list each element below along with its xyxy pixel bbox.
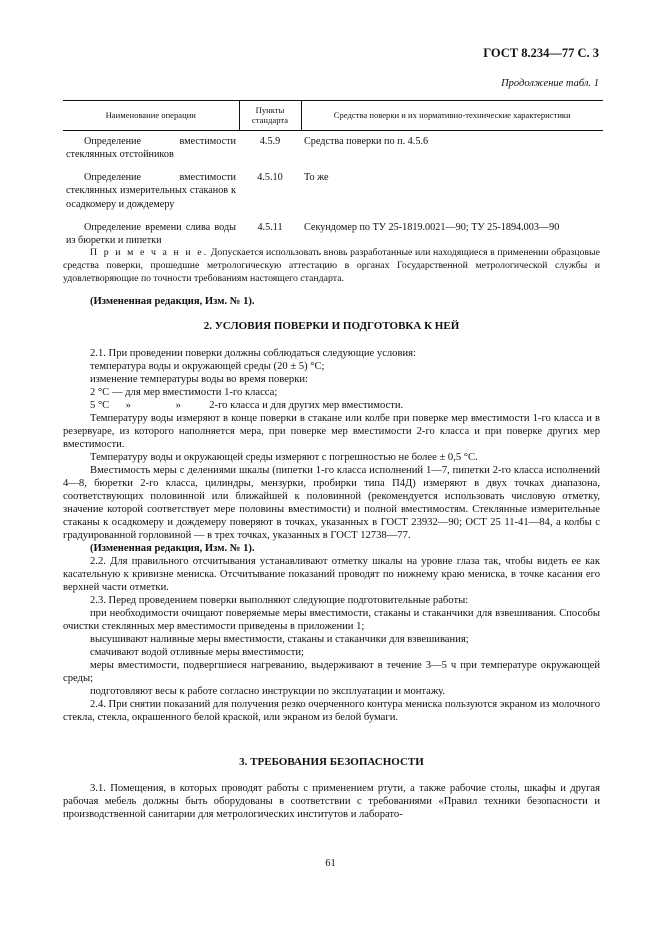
paragraph: Вместимость меры с делениями шкалы (пипетки 1-го класса исполнений 1—7, пипетки 2-го класса исполнений 4—8, бюретки 2-го класса, цилиндры, мензурки, пробирки типа П4Д) измеряют в двух точках диапазона, соответствующих половинной или ближайшей к половинной (рекомендуется использовать числовую отметку, значение которой соответствует мере половины вместимости) и полной вместимостям. Стеклянные измерительные стаканы к осадкомеру и дождемеру поверяют в точках, указанных в ГОСТ 23932—90; ОСТ 25 11-41—84, а колбы с градуированной горловиной — в трех точках, указанных в ГОСТ 12738—77. — [63, 465, 600, 541]
cell-point: 4.5.9 — [259, 135, 281, 147]
paragraph: температура воды и окружающей среды (20 ± 5) °С; — [90, 361, 325, 372]
paragraph: 3.1. Помещения, в которых проводят работы с применением ртути, а также рабочие столы, шкафы и другая рабочая мебель должны быть оборудованы в соответствии с требованиями «Правил техники безопасности и производственной санитарии для метрологических институтов и лаборато- — [63, 783, 600, 820]
paragraph: изменение температуры воды во время поверки: — [90, 374, 308, 385]
cell-operation: Определение времени слива воды из бюретки и пипетки — [66, 221, 236, 247]
note-label: П р и м е ч а н и е. — [90, 247, 209, 258]
table-row — [63, 130, 603, 171]
paragraph: высушивают наливные меры вместимости, стаканы и стаканчики для взвешивания; — [90, 634, 469, 645]
cell-point: 4.5.11 — [257, 221, 283, 233]
paragraph: 2.3. Перед проведением поверки выполняют следующие подготовительные работы: — [90, 595, 469, 606]
amendment-text: (Измененная редакция, Изм. № 1). — [90, 296, 255, 307]
table-row — [63, 171, 603, 221]
paragraph: 2.4. При снятии показаний для получения резко очерченного контура мениска пользуются экраном из молочного стекла, стекла, окрашенного белой краской, или экраном из белой бумаги. — [63, 699, 600, 723]
paragraph: 2.2. Для правильного отсчитывания устанавливают отметку шкалы на уровне глаза так, чтобы видеть ее как касательную к кривизне мениска. Отсчитывание показаний проводят по нижнему краю мениска, в точке касания его верхней части отметки. — [63, 556, 600, 593]
amendment-note — [63, 295, 600, 308]
document-header-code: ГОСТ 8.234—77 С. 3 — [483, 46, 599, 60]
header-points: Пункты стандарта — [239, 101, 301, 131]
operations-table — [63, 100, 603, 257]
note-text: Допускается использовать вновь разработанные или находящиеся в применении образцовые средства поверки, прошедшие метрологическую аттестацию в органах Государственной метрологической службы и удовлетворяющие по точности требованиям настоящего стандарта. — [63, 247, 600, 284]
paragraph: подготовляют весы к работе согласно инструкции по эксплуатации и монтажу. — [90, 686, 446, 697]
ditto-line: 5 °С » » 2-го класса и для других мер вместимости. — [90, 400, 404, 411]
cell-point: 4.5.10 — [257, 172, 283, 184]
header-operation: Наименование операции — [63, 101, 239, 131]
cell-means: Средства поверки по п. 4.5.6 — [304, 135, 429, 147]
paragraph: при необходимости очищают поверяемые меры вместимости, стаканы и стаканчики для взвешивания. Способы очистки стеклянных мер вместимости приведены в приложении 1; — [63, 608, 600, 632]
table-continuation-label: Продолжение табл. 1 — [501, 78, 599, 89]
header-means: Средства поверки и их нормативно-технические характеристики — [301, 101, 603, 131]
table-header-row — [63, 101, 603, 131]
cell-operation: Определение вместимости стеклянных отстойников — [66, 135, 236, 160]
cell-means: Секундомер по ТУ 25-1819.0021—90; ТУ 25-1894.003—90 — [304, 221, 560, 233]
note-block — [63, 247, 600, 285]
paragraph: Температуру воды измеряют в конце поверки в стакане или колбе при поверке мер вместимости 1-го класса и в резервуаре, из которого наполняется мера, при поверке мер вместимости 2-го класса и при поверке других мер вместимости. — [63, 413, 600, 450]
cell-operation: Определение вместимости стеклянных измерительных стаканов к осадкомеру и дождемеру — [66, 172, 236, 210]
paragraph: 2.1. При проведении поверки должны соблюдаться следующие условия: — [90, 348, 416, 359]
section-3-body — [63, 782, 600, 821]
section-2-body — [63, 347, 600, 724]
page-number: 61 — [325, 858, 336, 869]
section-3-title: 3. ТРЕБОВАНИЯ БЕЗОПАСНОСТИ — [239, 756, 424, 768]
paragraph: 2 °С — для мер вместимости 1-го класса; — [90, 387, 278, 398]
amendment-text: (Измененная редакция, Изм. № 1). — [90, 543, 255, 554]
paragraph: меры вместимости, подвергшиеся нагреванию, выдерживают в течение 3—5 ч при температуре окружающей среды; — [63, 660, 600, 684]
cell-means: То же — [304, 172, 329, 184]
paragraph: Температуру воды и окружающей среды измеряют с погрешностью не более ± 0,5 °С. — [90, 452, 478, 463]
paragraph: смачивают водой отливные меры вместимости; — [90, 647, 304, 658]
section-2-title: 2. УСЛОВИЯ ПОВЕРКИ И ПОДГОТОВКА К НЕЙ — [203, 320, 460, 332]
